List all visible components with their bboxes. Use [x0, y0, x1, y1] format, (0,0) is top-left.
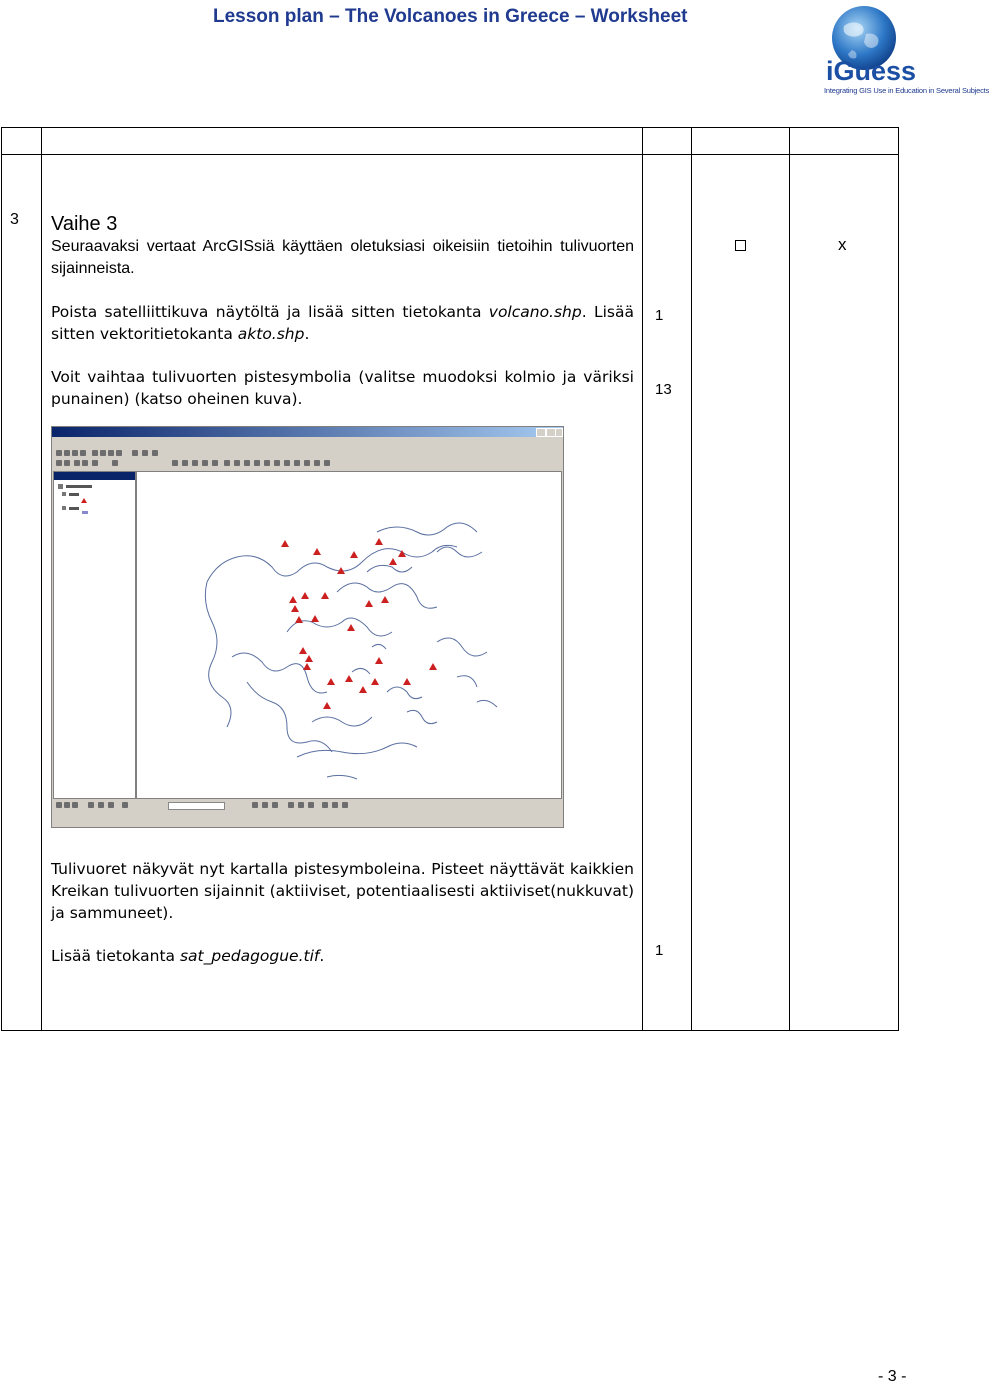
- coastline: [287, 618, 392, 636]
- volcano-marker: [359, 686, 367, 693]
- volcano-marker: [350, 551, 358, 558]
- arcgis-screenshot: [51, 426, 564, 828]
- answer-mark: x: [838, 235, 847, 254]
- coastline: [457, 676, 477, 687]
- text-run: .: [304, 325, 310, 343]
- volcano-marker: [281, 540, 289, 547]
- coastline: [372, 644, 386, 649]
- close-icon: [555, 428, 563, 437]
- coastline: [477, 700, 497, 707]
- table-row: [2, 155, 899, 1031]
- drawing-toolbar: [52, 798, 563, 816]
- coastline: [437, 638, 487, 656]
- filename-akto: akto.shp: [237, 325, 305, 343]
- greece-map: [137, 472, 561, 798]
- volcano-marker: [403, 678, 411, 685]
- coastline: [337, 583, 437, 608]
- add-dataset-paragraph: [51, 945, 634, 967]
- volcano-marker: [291, 605, 299, 612]
- volcano-marker: [299, 647, 307, 654]
- toc-titlebar: [54, 472, 135, 480]
- volcano-marker: [289, 596, 297, 603]
- time-value: 1: [655, 307, 664, 324]
- page-number: - 3 -: [878, 1368, 907, 1385]
- layer-tree: [54, 480, 134, 520]
- coastline: [207, 545, 457, 582]
- toolbar: [52, 448, 563, 470]
- coastline: [437, 547, 482, 557]
- symbol-paragraph: Voit vaihtaa tulivuorten pistesymbolia (valitse muodoksi kolmio ja väriksi punainen) (katso oheinen kuva).: [51, 368, 634, 408]
- volcano-marker: [365, 600, 373, 607]
- text-run: . Lisää sitten vektoritietokanta: [51, 303, 634, 343]
- answer-column: [790, 155, 899, 1031]
- volcano-marker: [305, 655, 313, 662]
- empty-checkbox[interactable]: [735, 240, 746, 251]
- volcano-marker: [313, 548, 321, 555]
- volcano-marker: [323, 702, 331, 709]
- filename-volcano: volcano.shp: [488, 303, 582, 321]
- volcano-marker: [311, 615, 319, 622]
- lesson-table: [1, 127, 899, 1031]
- intro-paragraph: Seuraavaksi vertaat ArcGISsiä käyttäen oletuksiasi oikeisiin tietoihin tulivuorten sijainneista.: [51, 238, 634, 277]
- instruction-paragraph: [51, 301, 634, 345]
- volcano-marker: [375, 538, 383, 545]
- volcano-marker: [295, 616, 303, 623]
- window-titlebar: [52, 427, 563, 437]
- volcano-marker: [327, 678, 335, 685]
- volcano-marker: [303, 663, 311, 670]
- coastline: [377, 523, 477, 535]
- coastline: [407, 710, 437, 723]
- menu-bar: [52, 438, 563, 447]
- volcano-marker: [375, 657, 383, 664]
- volcano-marker: [371, 678, 379, 685]
- volcano-marker: [381, 596, 389, 603]
- volcano-marker: [345, 675, 353, 682]
- step-heading: Vaihe 3: [51, 213, 118, 235]
- table-of-contents-panel: [53, 471, 136, 799]
- checkbox-column: [692, 155, 790, 1031]
- coastline: [327, 775, 357, 779]
- time-value: 13: [655, 381, 672, 398]
- coastline: [232, 653, 327, 693]
- volcano-marker: [301, 592, 309, 599]
- result-paragraph: Tulivuoret näkyvät nyt kartalla pistesymboleina. Pisteet näyttävät kaikkien Kreikan tulivuorten sijainnit (aktiiviset, potentiaalisesti aktiiviset(nukkuvat) ja sammuneet).: [51, 860, 634, 922]
- coastline: [352, 668, 370, 674]
- table-header-row: [2, 128, 899, 155]
- text-run: Poista satelliittikuva näytöltä ja lisää sitten tietokanta: [51, 303, 489, 321]
- document-title: Lesson plan – The Volcanoes in Greece – Worksheet: [213, 6, 688, 27]
- coastline: [297, 743, 417, 757]
- logo-tagline: Integrating GIS Use in Education in Several Subjects: [824, 86, 989, 95]
- volcano-marker: [321, 592, 329, 599]
- coastline: [367, 565, 412, 572]
- status-bar: [52, 817, 563, 826]
- step-content: [42, 155, 643, 1031]
- globe-logo-icon: [822, 4, 954, 88]
- text-run: .: [319, 947, 325, 965]
- iguess-logo: [822, 4, 989, 96]
- step-number: 3: [2, 155, 42, 1031]
- filename-sat-pedagogue: sat_pedagogue.tif: [179, 947, 320, 965]
- minimize-icon: [536, 428, 546, 437]
- coastline: [312, 717, 372, 726]
- text-run: Lisää tietokanta: [51, 947, 180, 965]
- time-value: 1: [655, 942, 664, 959]
- coastline: [205, 582, 231, 727]
- map-view: [136, 471, 562, 799]
- time-column: [643, 155, 692, 1031]
- coastline: [387, 687, 422, 699]
- volcano-marker: [347, 624, 355, 631]
- logo-wordmark: iGuess: [826, 56, 917, 86]
- volcano-marker: [389, 558, 397, 565]
- volcano-marker: [429, 663, 437, 670]
